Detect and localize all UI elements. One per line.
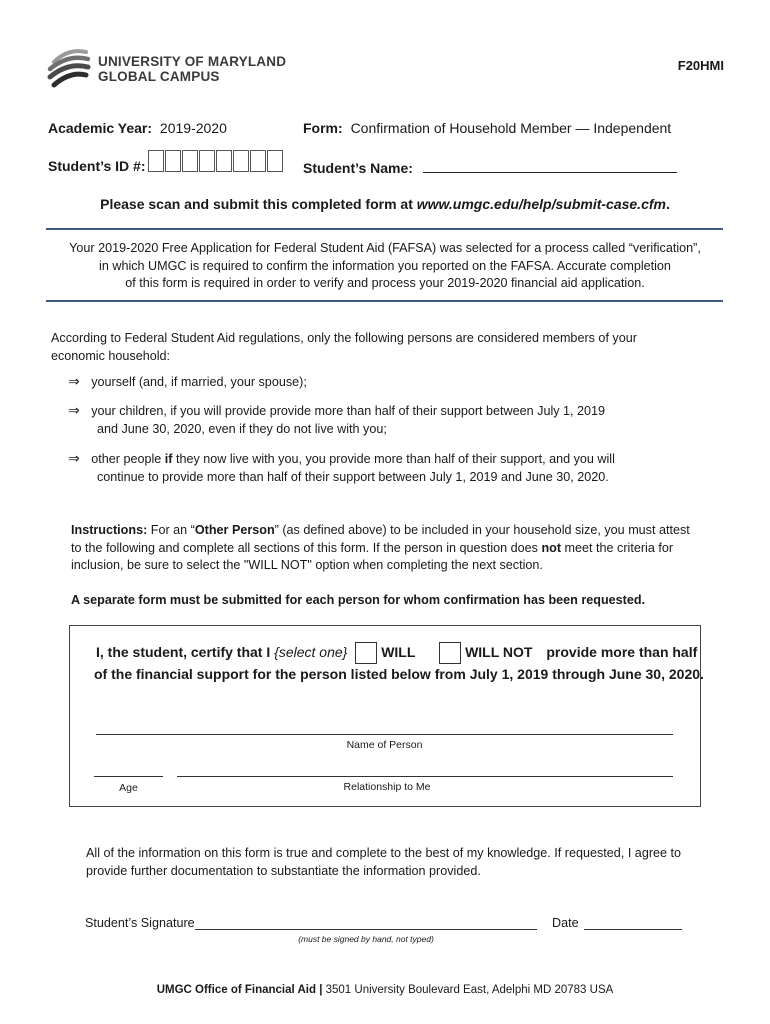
id-digit-box[interactable]: [148, 150, 164, 172]
select-one-hint: {select one}: [274, 644, 348, 660]
divider-bottom: [46, 300, 723, 302]
id-digit-box[interactable]: [250, 150, 266, 172]
id-digit-box[interactable]: [216, 150, 232, 172]
student-id-label: Student’s ID #:: [48, 158, 146, 174]
household-item-text: they now live with you, you provide more than half of their support, and you will: [172, 452, 615, 466]
id-digit-box[interactable]: [165, 150, 181, 172]
footer-address: 3501 University Boulevard East, Adelphi MD 20783 USA: [325, 984, 614, 996]
household-item-other: [68, 450, 615, 486]
household-item-text: and June 30, 2020, even if they do not live with you;: [97, 421, 387, 436]
signature-note: (must be signed by hand, not typed): [298, 934, 434, 944]
id-digit-box[interactable]: [199, 150, 215, 172]
relationship-field[interactable]: [177, 776, 673, 777]
household-item-text: yourself (and, if married, your spouse);: [91, 375, 307, 389]
intro-line: Your 2019-2020 Free Application for Federal Student Aid (FAFSA) was selected for a process called “verification”,: [69, 241, 701, 255]
will-label: WILL: [381, 644, 416, 660]
intro-line: in which UMGC is required to confirm the information you reported on the FAFSA. Accurate completion: [99, 258, 671, 273]
logo-line-2: GLOBAL CAMPUS: [98, 69, 220, 84]
household-item-text: continue to provide more than half of their support between July 1, 2019 and June 30, 2020.: [97, 469, 609, 484]
intro-line: of this form is required in order to verify and process your 2019-2020 financial aid application.: [125, 276, 645, 290]
name-of-person-label: Name of Person: [346, 739, 423, 751]
regulations-lead: [51, 330, 637, 365]
id-digit-box[interactable]: [267, 150, 283, 172]
attestation-text: [86, 845, 681, 880]
submit-note-suffix: .: [665, 196, 670, 212]
student-name: [303, 158, 677, 176]
academic-year: [48, 120, 227, 136]
household-item-children: [68, 402, 605, 438]
academic-year-value: 2019-2020: [159, 120, 227, 136]
instructions-text: to the following and complete all sections of this form. If the person in question does: [71, 540, 542, 555]
form-value: Confirmation of Household Member — Independent: [350, 120, 672, 136]
id-digit-box[interactable]: [233, 150, 249, 172]
signature-label: Student’s Signature: [85, 916, 195, 930]
footer-separator: |: [316, 984, 326, 996]
certify-lead: I, the student, certify that I: [96, 644, 275, 660]
student-name-label: Student’s Name:: [303, 160, 413, 176]
submit-note-prefix: Please scan and submit this completed form at: [100, 196, 417, 212]
household-item-text: your children, if you will provide provide more than half of their support between July 1, 2019: [91, 404, 606, 418]
certify-line-2: of the financial support for the person listed below from July 1, 2019 through June 30, 2020.: [94, 666, 704, 682]
arrow-icon: ⇒: [68, 402, 80, 418]
household-item-text: other people: [91, 452, 165, 466]
age-field[interactable]: [94, 776, 163, 777]
umgc-logo-icon: [46, 46, 94, 92]
regulations-lead-line: economic household:: [51, 348, 171, 363]
intro-paragraph: [0, 240, 770, 293]
instructions-text: For an “: [147, 523, 195, 537]
household-item-self: [68, 373, 307, 392]
submit-url: www.umgc.edu/help/submit-case.cfm: [416, 196, 666, 212]
other-person-term: Other Person: [194, 523, 275, 537]
date-field[interactable]: [584, 929, 682, 930]
arrow-icon: ⇒: [68, 373, 80, 389]
id-digit-box[interactable]: [182, 150, 198, 172]
will-not-label: WILL NOT: [465, 644, 533, 660]
will-checkbox[interactable]: [355, 642, 377, 664]
instructions-text: ” (as defined above) to be included in your household size, you must attest: [274, 523, 690, 537]
divider-top: [46, 228, 723, 230]
certify-line-1: [96, 642, 697, 664]
instructions-text: inclusion, be sure to select the "WILL NOT" option when completing the next section.: [71, 558, 543, 572]
household-item-if: if: [164, 452, 173, 466]
footer-office: UMGC Office of Financial Aid: [156, 984, 317, 996]
submit-note: [0, 196, 770, 212]
signature-field[interactable]: [195, 929, 537, 930]
instructions-label: Instructions:: [71, 523, 148, 537]
form-name: [303, 120, 671, 136]
student-name-field[interactable]: [423, 158, 677, 173]
student-id-field[interactable]: [148, 150, 284, 172]
age-label: Age: [119, 782, 138, 794]
attestation-line: provide further documentation to substantiate the information provided.: [86, 863, 481, 878]
attestation-line: All of the information on this form is true and complete to the best of my knowledge. If requested, I agree to: [86, 846, 682, 860]
relationship-label: Relationship to Me: [343, 781, 431, 793]
arrow-icon: ⇒: [68, 450, 80, 466]
logo-wordmark: [98, 54, 286, 84]
regulations-lead-line: According to Federal Student Aid regulations, only the following persons are considered members of your: [51, 331, 637, 345]
date-label: Date: [552, 916, 579, 930]
name-of-person-field[interactable]: [96, 734, 673, 735]
logo-line-1: UNIVERSITY OF MARYLAND: [98, 54, 287, 69]
certify-tail: provide more than half: [546, 644, 698, 660]
academic-year-label: Academic Year:: [48, 120, 153, 136]
form-code: F20HMI: [677, 58, 724, 73]
footer: [0, 984, 770, 996]
will-not-checkbox[interactable]: [439, 642, 461, 664]
instructions-text: meet the criteria for: [561, 540, 674, 555]
instructions-not: not: [541, 540, 562, 555]
form-label: Form:: [303, 120, 343, 136]
instructions: [71, 522, 690, 575]
separate-form-note: A separate form must be submitted for each person for whom confirmation has been requested.: [71, 593, 646, 607]
